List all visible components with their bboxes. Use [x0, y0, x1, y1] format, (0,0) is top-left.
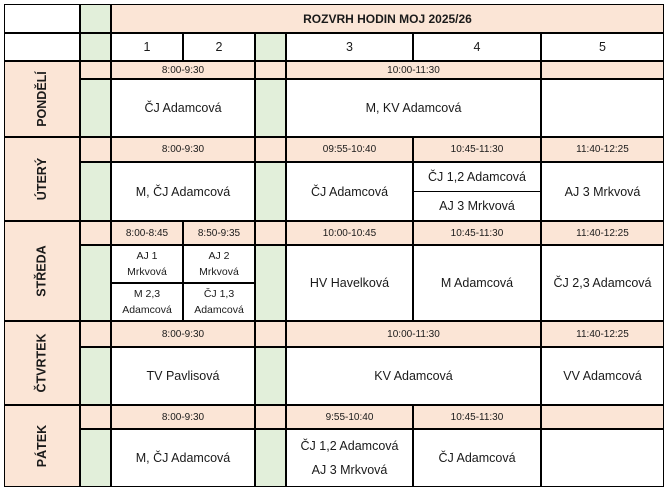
spacer-cell	[80, 4, 111, 33]
time-slot: 10:45-11:30	[413, 137, 541, 162]
day-label: ČTVRTEK	[4, 321, 80, 405]
spacer-cell	[80, 61, 111, 79]
column-header: 4	[413, 33, 541, 61]
time-slot	[541, 405, 664, 429]
lesson-cell: M, ČJ Adamcová	[111, 162, 255, 221]
lesson-cell: TV Pavlisová	[111, 347, 255, 405]
lesson-cell: ČJ Adamcová	[286, 162, 413, 221]
lesson-cell	[111, 245, 183, 283]
time-slot: 10:45-11:30	[413, 221, 541, 245]
spacer-cell	[255, 245, 286, 321]
column-header: 3	[286, 33, 413, 61]
lesson-cell	[541, 429, 664, 487]
lesson-cell: AJ 3 Mrkvová	[413, 191, 541, 221]
lesson-cell: ČJ Adamcová	[413, 429, 541, 487]
spacer-cell	[255, 221, 286, 245]
column-header: 2	[183, 33, 255, 61]
spacer-cell	[80, 221, 111, 245]
spacer-cell	[255, 137, 286, 162]
lesson-cell: ČJ 2,3 Adamcová	[541, 245, 664, 321]
spacer-cell	[255, 79, 286, 137]
time-slot: 9:55-10:40	[286, 405, 413, 429]
spacer-cell	[255, 162, 286, 221]
day-label: ÚTERÝ	[4, 137, 80, 221]
spacer-cell	[80, 79, 111, 137]
lesson-teacher: Adamcová	[194, 304, 244, 316]
lesson-cell	[541, 79, 664, 137]
lesson-cell: HV Havelková	[286, 245, 413, 321]
spacer-cell	[255, 347, 286, 405]
time-slot: 8:00-9:30	[111, 321, 255, 347]
spacer-cell	[80, 429, 111, 487]
corner-cell	[4, 33, 80, 61]
spacer-cell	[80, 33, 111, 61]
lesson-teacher: Mrkvová	[127, 266, 167, 278]
lesson-subject: AJ 1	[136, 250, 158, 262]
spacer-cell	[80, 405, 111, 429]
lesson-cell: VV Adamcová	[541, 347, 664, 405]
day-label: PÁTEK	[4, 405, 80, 487]
spacer-cell	[255, 405, 286, 429]
spacer-cell	[80, 321, 111, 347]
lesson-cell	[183, 283, 255, 321]
time-slot: 10:00-10:45	[286, 221, 413, 245]
time-slot: 8:50-9:35	[183, 221, 255, 245]
day-label: PONDĚLÍ	[4, 61, 80, 137]
lesson-subject: ČJ 1,3	[203, 288, 235, 300]
time-slot: 8:00-9:30	[111, 405, 255, 429]
lesson-subject: M 2,3	[133, 288, 161, 300]
time-slot: 8:00-8:45	[111, 221, 183, 245]
column-header: 5	[541, 33, 664, 61]
spacer-cell	[255, 429, 286, 487]
lesson-cell	[111, 283, 183, 321]
lesson-cell: KV Adamcová	[286, 347, 541, 405]
day-label: STŘEDA	[4, 221, 80, 321]
spacer-cell	[80, 137, 111, 162]
lesson-cell: ČJ Adamcová	[111, 79, 255, 137]
time-slot: 11:40-12:25	[541, 137, 664, 162]
lesson-cell: M Adamcová	[413, 245, 541, 321]
lesson-cell: M, KV Adamcová	[286, 79, 541, 137]
timetable	[4, 4, 664, 487]
lesson-cell: ČJ 1,2 Adamcová	[413, 162, 541, 191]
spacer-cell	[80, 347, 111, 405]
page-title: ROZVRH HODIN MOJ 2025/26	[111, 4, 664, 33]
spacer-cell	[80, 162, 111, 221]
time-slot: 09:55-10:40	[286, 137, 413, 162]
lesson-cell: AJ 3 Mrkvová	[541, 162, 664, 221]
time-slot: 11:40-12:25	[541, 321, 664, 347]
lesson-teacher: Adamcová	[122, 304, 172, 316]
time-slot: 10:00-11:30	[286, 61, 541, 79]
spacer-cell	[255, 61, 286, 79]
column-header: 1	[111, 33, 183, 61]
lesson-teacher: Mrkvová	[199, 266, 239, 278]
time-slot: 8:00-9:30	[111, 61, 255, 79]
lesson-cell	[286, 429, 413, 487]
lesson-cell: M, ČJ Adamcová	[111, 429, 255, 487]
lesson-subject: AJ 2	[208, 250, 230, 262]
lesson-line: ČJ 1,2 Adamcová	[300, 439, 399, 453]
spacer-cell	[255, 33, 286, 61]
time-slot: 11:40-12:25	[541, 221, 664, 245]
corner-cell	[4, 4, 80, 33]
spacer-cell	[80, 245, 111, 321]
time-slot: 10:00-11:30	[286, 321, 541, 347]
lesson-cell	[183, 245, 255, 283]
spacer-cell	[255, 321, 286, 347]
time-slot	[541, 61, 664, 79]
lesson-line: AJ 3 Mrkvová	[311, 463, 388, 477]
time-slot: 10:45-11:30	[413, 405, 541, 429]
time-slot: 8:00-9:30	[111, 137, 255, 162]
